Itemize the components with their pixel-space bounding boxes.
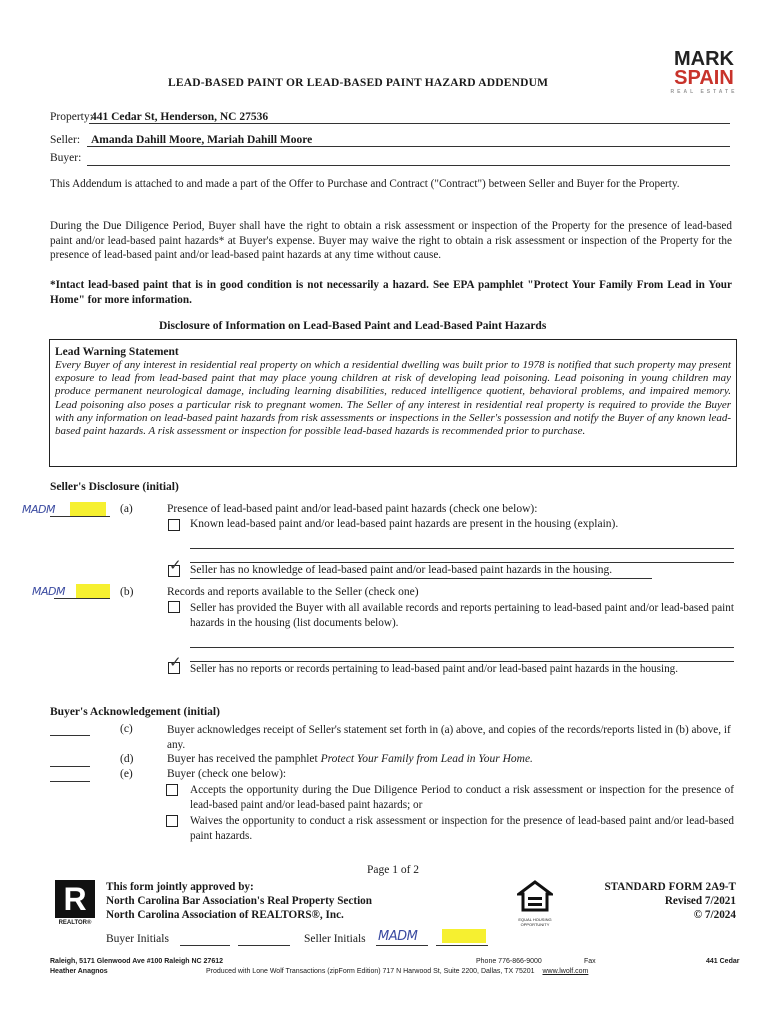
- item-b-letter: (b): [120, 586, 134, 598]
- buyer-initials-footer: [106, 933, 169, 945]
- seller-initials-a[interactable]: [22, 502, 110, 518]
- approved-line-1: This form jointly approved by:: [106, 881, 254, 893]
- e-option-2-text: Waives the opportunity to conduct a risk assessment or inspection for the presence of lead-based paint and/or lead-based paint hazards.: [190, 815, 734, 842]
- seller-initials-b-value: MADM: [32, 585, 65, 598]
- seller-initials-label: Seller Initials: [304, 933, 366, 945]
- e-option-1-text: Accepts the opportunity during the Due Diligence Period to conduct a risk assessment or inspection for the presence of lead-based paint and/or lead-based paint hazards; or: [190, 784, 734, 811]
- a-option-2-text: Seller has no knowledge of lead-based paint and/or lead-based paint hazards in the housing.: [190, 564, 613, 576]
- website-link[interactable]: www.lwolf.com: [542, 968, 589, 975]
- approved-line-3: North Carolina Association of REALTORS®, Inc.: [106, 909, 344, 921]
- intro-paragraph-2: During the Due Diligence Period, Buyer shall have the right to obtain a risk assessment or inspection of the Property for the presence of lead-based paint and/or lead-based paint hazards* at Buyer's expense. Buyer may waive the right to obtain a risk assessment or inspection of the Property for the presence of lead-based paint and/or lead-based paint hazards at any time without cause.: [50, 220, 732, 261]
- seller-initials-b[interactable]: [32, 584, 112, 600]
- logo-text-spain: SPAIN: [674, 67, 734, 89]
- buyer-value[interactable]: [87, 152, 730, 166]
- property-row: [50, 111, 730, 127]
- produced-with: [206, 968, 588, 975]
- check-icon: ✓: [169, 655, 182, 671]
- item-e-letter: (e): [120, 768, 133, 780]
- equal-housing-logo: [510, 880, 560, 930]
- b-list-line-2[interactable]: [190, 648, 734, 662]
- phone-number: Phone 776-866-9000: [476, 958, 542, 965]
- buyer-ack-heading: Buyer's Acknowledgement (initial): [50, 706, 220, 718]
- buyer-initials-footer-line-2[interactable]: [238, 932, 290, 946]
- realtor-logo: [55, 880, 97, 930]
- item-b-text: Records and reports available to the Seller (check one): [167, 586, 419, 598]
- office-address: Raleigh, 5171 Glenwood Ave #100 Raleigh NC 27612: [50, 958, 223, 965]
- item-a-letter: (a): [120, 503, 133, 515]
- a-option-1-text: Known lead-based paint and/or lead-based paint hazards are present in the housing (explain).: [190, 518, 619, 530]
- approved-line-2: North Carolina Bar Association's Real Property Section: [106, 895, 373, 907]
- brand-logo: [664, 50, 744, 96]
- intro-paragraph-1: This Addendum is attached to and made a part of the Offer to Purchase and Contract ("Contract") between Seller and Buyer for the Property.: [50, 178, 680, 190]
- produced-text: Produced with Lone Wolf Transactions (zipForm Edition) 717 N Harwood St, Suite 2200, Dallas, TX 75201: [206, 968, 535, 975]
- item-d-pamphlet: Protect Your Family from Lead in Your Home.: [320, 753, 533, 765]
- form-number: STANDARD FORM 2A9-T: [604, 881, 736, 893]
- eho-label: EQUAL HOUSING OPPORTUNITY: [518, 917, 552, 927]
- realtor-label: REALTOR®: [58, 920, 92, 926]
- buyer-initials-c[interactable]: [50, 722, 90, 736]
- seller-label: Seller:: [50, 134, 81, 146]
- seller-row: [50, 134, 730, 150]
- seller-disclosure-heading: Seller's Disclosure (initial): [50, 481, 179, 493]
- disclosure-title: Disclosure of Information on Lead-Based Paint and Lead-Based Paint Hazards: [159, 320, 547, 332]
- address-short: 441 Cedar: [706, 958, 740, 965]
- buyer-initials-e[interactable]: [50, 768, 90, 782]
- agent-name: Heather Anagnos: [50, 968, 108, 975]
- form-copyright: © 7/2024: [693, 909, 736, 921]
- seller-initials-footer-value: MADM: [378, 929, 418, 944]
- b-list-line-1[interactable]: [190, 634, 734, 648]
- seller-initials-footer: [304, 933, 366, 945]
- property-label: Property:: [50, 111, 93, 123]
- form-revised: Revised 7/2021: [664, 895, 736, 907]
- fax-label: Fax: [584, 958, 596, 965]
- approved-by: [106, 880, 372, 922]
- e-option-1-checkbox[interactable]: [166, 784, 178, 796]
- property-value: 441 Cedar St, Henderson, NC 27536: [89, 111, 730, 124]
- a-explain-line-2[interactable]: [190, 549, 734, 563]
- a-option-1-checkbox[interactable]: [168, 519, 180, 531]
- a-option-2-underline: [190, 578, 652, 579]
- item-d-text-pre: Buyer has received the pamphlet: [167, 753, 321, 765]
- initials-line: [50, 502, 110, 517]
- buyer-initials-d[interactable]: [50, 753, 90, 767]
- item-c-letter: (c): [120, 723, 133, 735]
- seller-initials-a-value: MADM: [22, 503, 55, 516]
- lead-warning-text: Every Buyer of any interest in residential real property on which a residential dwelling was built prior to 1978 is notified that such property may present exposure to lead from lead-based paint that may place young children at risk of developing lead poisoning. Lead poisoning in young children may produce permanent neurological damage, including learning disabilities, reduced intelligence quotient, behavioral problems, and impaired memory. Lead poisoning also poses a particular risk to pregnant women. The Seller of any interest in residential real property is required to provide the Buyer with any information on lead-based paint hazards from risk assessments or inspections in the Seller's possession and notify the Buyer of any known lead-based paint hazards. A risk assessment or inspection for possible lead-based hazards is recommended prior to purchase.: [55, 359, 731, 438]
- b-option-2-text: Seller has no reports or records pertaining to lead-based paint and/or lead-based paint hazards in the housing.: [190, 663, 679, 675]
- buyer-row: [50, 152, 730, 168]
- buyer-initials-footer-line-1[interactable]: [180, 932, 230, 946]
- page-number: Page 1 of 2: [367, 864, 420, 876]
- e-option-2-checkbox[interactable]: [166, 815, 178, 827]
- logo-text-mark: MARK: [674, 48, 734, 70]
- seller-value: Amanda Dahill Moore, Mariah Dahill Moore: [87, 134, 730, 147]
- item-e-text: Buyer (check one below):: [167, 768, 287, 780]
- lead-warning-heading: Lead Warning Statement: [55, 346, 179, 358]
- item-d-letter: (d): [120, 753, 134, 765]
- seller-initials-footer-line-2[interactable]: [436, 932, 488, 946]
- item-c-text: Buyer acknowledges receipt of Seller's statement set forth in (a) above, and copies of the records/reports listed in (b) above, if any.: [167, 724, 731, 751]
- lead-warning-box: [49, 339, 737, 467]
- a-explain-line-1[interactable]: [190, 535, 734, 549]
- realtor-r-icon: R: [55, 880, 95, 918]
- b-option-1-text: Seller has provided the Buyer with all available records and reports pertaining to lead-based paint and/or lead-based paint hazards in the housing (list documents below).: [190, 602, 734, 629]
- logo-subtext: REAL ESTATE: [670, 89, 738, 95]
- buyer-label: Buyer:: [50, 152, 82, 164]
- intro-paragraph-3: *Intact lead-based paint that is in good condition is not necessarily a hazard. See EPA pamphlet "Protect Your Family From Lead in Your Home" for more information.: [50, 279, 732, 306]
- item-d-text: [167, 753, 533, 765]
- check-icon: ✓: [169, 558, 182, 574]
- page-title: LEAD-BASED PAINT OR LEAD-BASED PAINT HAZARD ADDENDUM: [168, 77, 549, 89]
- form-info: [580, 880, 736, 922]
- item-a-text: Presence of lead-based paint and/or lead-based paint hazards (check one below):: [167, 503, 538, 515]
- buyer-initials-label: Buyer Initials: [106, 933, 169, 945]
- equal-housing-icon: [517, 880, 553, 912]
- b-option-1-checkbox[interactable]: [168, 601, 180, 613]
